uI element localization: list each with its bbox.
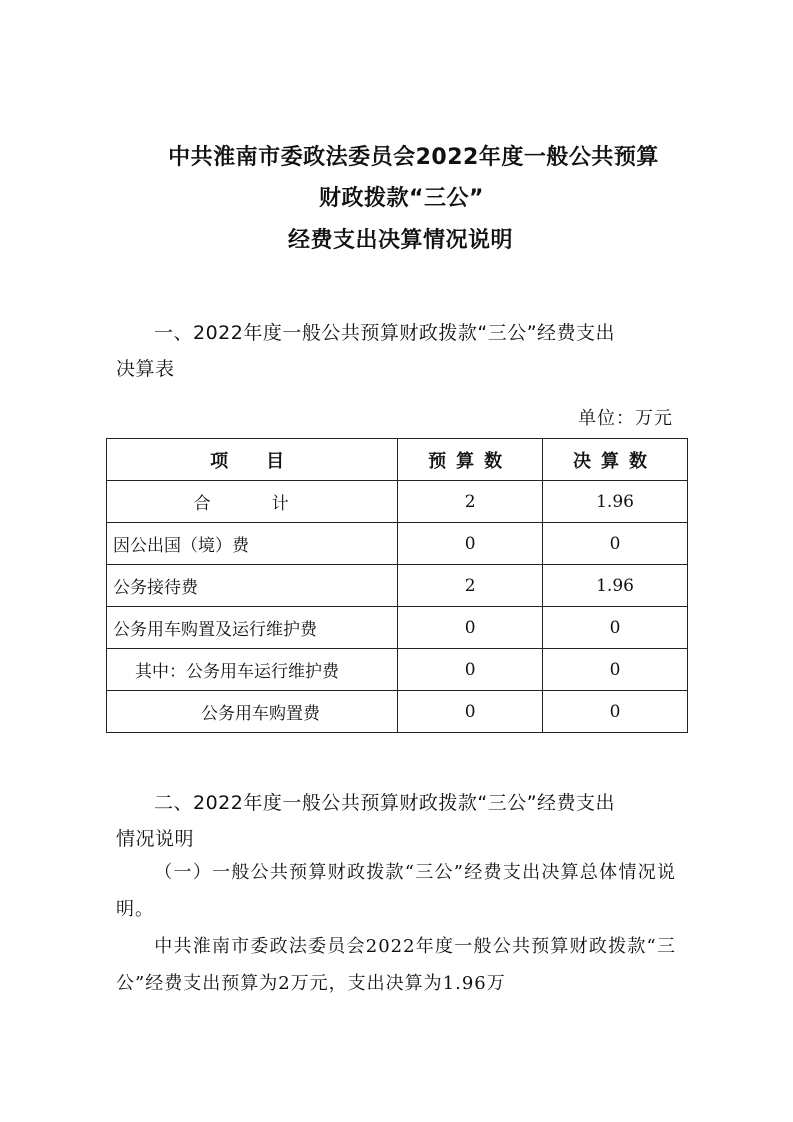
row-total-budget: 2 bbox=[398, 481, 543, 523]
table-row bbox=[107, 523, 688, 565]
header-actual: 决算数 bbox=[543, 439, 688, 481]
row-budget: 0 bbox=[398, 607, 543, 649]
body-paragraph bbox=[116, 928, 676, 1002]
row-actual: 0 bbox=[543, 523, 688, 565]
section-1-heading-line-1: 一、2022年度一般公共预算财政拨款“三公”经费支出 bbox=[154, 322, 616, 344]
section-2-heading-line-2: 情况说明 bbox=[116, 828, 195, 850]
row-total-actual: 1.96 bbox=[543, 481, 688, 523]
section-2-heading bbox=[116, 785, 676, 857]
budget-table bbox=[106, 438, 688, 733]
section-1-heading-line-2: 决算表 bbox=[116, 358, 175, 380]
row-budget: 0 bbox=[398, 691, 543, 733]
table-row bbox=[107, 649, 688, 691]
table-row bbox=[107, 481, 688, 523]
section-1-heading bbox=[116, 315, 676, 387]
document-title-line-3: 经费支出决算情况说明 bbox=[287, 228, 513, 253]
table-row bbox=[107, 691, 688, 733]
table-header-row bbox=[107, 439, 688, 481]
row-item: 公务用车购置及运行维护费 bbox=[107, 607, 398, 649]
row-item: 公务接待费 bbox=[107, 565, 398, 607]
row-actual: 0 bbox=[543, 607, 688, 649]
row-budget: 2 bbox=[398, 565, 543, 607]
row-total-item: 合 计 bbox=[107, 481, 398, 523]
subsection-1-text: （一）一般公共预算财政拨款“三公”经费支出决算总体情况说明。 bbox=[116, 862, 676, 920]
header-budget: 预算数 bbox=[398, 439, 543, 481]
row-item: 因公出国（境）费 bbox=[107, 523, 398, 565]
row-budget: 0 bbox=[398, 523, 543, 565]
document-title-line-2: 财政拨款“三公” bbox=[319, 186, 484, 211]
subsection-1-heading bbox=[116, 854, 676, 928]
row-item: 公务用车购置费 bbox=[107, 691, 398, 733]
row-actual: 1.96 bbox=[543, 565, 688, 607]
row-actual: 0 bbox=[543, 649, 688, 691]
table-row bbox=[107, 607, 688, 649]
row-item: 其中：公务用车运行维护费 bbox=[107, 649, 398, 691]
row-actual: 0 bbox=[543, 691, 688, 733]
body-paragraph-text: 中共淮南市委政法委员会2022年度一般公共预算财政拨款“三公”经费支出预算为2万元，支出决算为1.96万 bbox=[116, 936, 676, 994]
section-2-heading-line-1: 二、2022年度一般公共预算财政拨款“三公”经费支出 bbox=[154, 792, 616, 814]
unit-label: 单位：万元 bbox=[578, 408, 673, 429]
table-row bbox=[107, 565, 688, 607]
header-item: 项 目 bbox=[107, 439, 398, 481]
row-budget: 0 bbox=[398, 649, 543, 691]
document-title-line-1: 中共淮南市委政法委员会2022年度一般公共预算 bbox=[168, 145, 659, 170]
